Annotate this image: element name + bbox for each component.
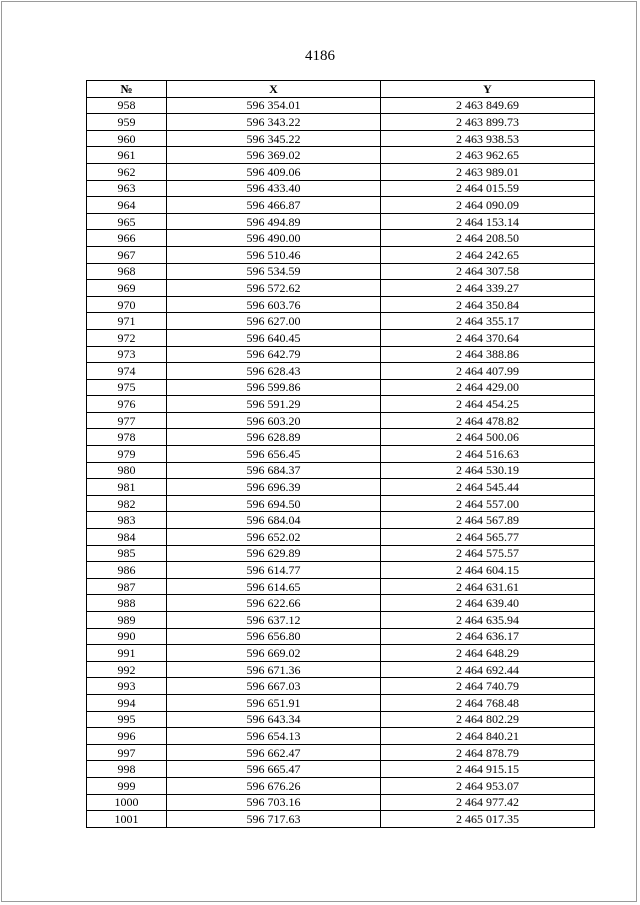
x-coordinate-cell: 596 669.02 bbox=[167, 645, 381, 662]
point-number-cell: 995 bbox=[87, 711, 167, 728]
table-row bbox=[87, 163, 595, 180]
x-coordinate-cell: 596 665.47 bbox=[167, 761, 381, 778]
y-coordinate-cell: 2 464 557.00 bbox=[381, 495, 595, 512]
point-number-cell: 973 bbox=[87, 346, 167, 363]
y-coordinate-cell: 2 464 740.79 bbox=[381, 678, 595, 695]
x-coordinate-cell: 596 671.36 bbox=[167, 661, 381, 678]
y-coordinate-cell: 2 464 407.99 bbox=[381, 363, 595, 380]
point-number-cell: 986 bbox=[87, 562, 167, 579]
x-coordinate-cell: 596 343.22 bbox=[167, 114, 381, 131]
point-number-cell: 994 bbox=[87, 694, 167, 711]
x-coordinate-cell: 596 703.16 bbox=[167, 794, 381, 811]
x-coordinate-cell: 596 652.02 bbox=[167, 529, 381, 546]
table-row bbox=[87, 794, 595, 811]
x-coordinate-cell: 596 717.63 bbox=[167, 811, 381, 828]
y-coordinate-cell: 2 463 899.73 bbox=[381, 114, 595, 131]
point-number-cell: 987 bbox=[87, 578, 167, 595]
y-coordinate-cell: 2 464 153.14 bbox=[381, 213, 595, 230]
y-coordinate-cell: 2 464 565.77 bbox=[381, 529, 595, 546]
point-number-cell: 959 bbox=[87, 114, 167, 131]
y-coordinate-cell: 2 464 370.64 bbox=[381, 329, 595, 346]
x-coordinate-cell: 596 640.45 bbox=[167, 329, 381, 346]
header-y: Y bbox=[381, 81, 595, 98]
point-number-cell: 963 bbox=[87, 180, 167, 197]
x-coordinate-cell: 596 651.91 bbox=[167, 694, 381, 711]
point-number-cell: 967 bbox=[87, 246, 167, 263]
point-number-cell: 972 bbox=[87, 329, 167, 346]
point-number-cell: 985 bbox=[87, 545, 167, 562]
point-number-cell: 983 bbox=[87, 512, 167, 529]
point-number-cell: 966 bbox=[87, 230, 167, 247]
table-row bbox=[87, 728, 595, 745]
table-row bbox=[87, 545, 595, 562]
y-coordinate-cell: 2 464 500.06 bbox=[381, 429, 595, 446]
table-row bbox=[87, 711, 595, 728]
table-row bbox=[87, 429, 595, 446]
point-number-cell: 965 bbox=[87, 213, 167, 230]
x-coordinate-cell: 596 409.06 bbox=[167, 163, 381, 180]
point-number-cell: 962 bbox=[87, 163, 167, 180]
x-coordinate-cell: 596 369.02 bbox=[167, 147, 381, 164]
point-number-cell: 981 bbox=[87, 479, 167, 496]
y-coordinate-cell: 2 464 635.94 bbox=[381, 612, 595, 629]
y-coordinate-cell: 2 463 938.53 bbox=[381, 130, 595, 147]
table-row bbox=[87, 562, 595, 579]
table-row bbox=[87, 744, 595, 761]
y-coordinate-cell: 2 464 208.50 bbox=[381, 230, 595, 247]
header-number: № bbox=[87, 81, 167, 98]
table-row bbox=[87, 661, 595, 678]
y-coordinate-cell: 2 464 840.21 bbox=[381, 728, 595, 745]
x-coordinate-cell: 596 591.29 bbox=[167, 396, 381, 413]
y-coordinate-cell: 2 464 915.15 bbox=[381, 761, 595, 778]
x-coordinate-cell: 596 684.37 bbox=[167, 462, 381, 479]
x-coordinate-cell: 596 629.89 bbox=[167, 545, 381, 562]
header-x: X bbox=[167, 81, 381, 98]
point-number-cell: 964 bbox=[87, 197, 167, 214]
point-number-cell: 999 bbox=[87, 777, 167, 794]
table-row bbox=[87, 97, 595, 114]
table-body bbox=[87, 97, 595, 827]
table-row bbox=[87, 396, 595, 413]
y-coordinate-cell: 2 464 530.19 bbox=[381, 462, 595, 479]
point-number-cell: 961 bbox=[87, 147, 167, 164]
x-coordinate-cell: 596 667.03 bbox=[167, 678, 381, 695]
y-coordinate-cell: 2 463 989.01 bbox=[381, 163, 595, 180]
x-coordinate-cell: 596 510.46 bbox=[167, 246, 381, 263]
x-coordinate-cell: 596 603.76 bbox=[167, 296, 381, 313]
table-row bbox=[87, 280, 595, 297]
y-coordinate-cell: 2 464 802.29 bbox=[381, 711, 595, 728]
y-coordinate-cell: 2 464 015.59 bbox=[381, 180, 595, 197]
y-coordinate-cell: 2 464 604.15 bbox=[381, 562, 595, 579]
x-coordinate-cell: 596 628.43 bbox=[167, 363, 381, 380]
y-coordinate-cell: 2 463 962.65 bbox=[381, 147, 595, 164]
x-coordinate-cell: 596 466.87 bbox=[167, 197, 381, 214]
x-coordinate-cell: 596 642.79 bbox=[167, 346, 381, 363]
y-coordinate-cell: 2 464 388.86 bbox=[381, 346, 595, 363]
y-coordinate-cell: 2 464 090.09 bbox=[381, 197, 595, 214]
point-number-cell: 960 bbox=[87, 130, 167, 147]
y-coordinate-cell: 2 464 516.63 bbox=[381, 446, 595, 463]
table-row bbox=[87, 462, 595, 479]
x-coordinate-cell: 596 603.20 bbox=[167, 412, 381, 429]
y-coordinate-cell: 2 464 648.29 bbox=[381, 645, 595, 662]
point-number-cell: 997 bbox=[87, 744, 167, 761]
table-row bbox=[87, 114, 595, 131]
x-coordinate-cell: 596 662.47 bbox=[167, 744, 381, 761]
x-coordinate-cell: 596 656.80 bbox=[167, 628, 381, 645]
x-coordinate-cell: 596 654.13 bbox=[167, 728, 381, 745]
x-coordinate-cell: 596 627.00 bbox=[167, 313, 381, 330]
x-coordinate-cell: 596 494.89 bbox=[167, 213, 381, 230]
y-coordinate-cell: 2 464 631.61 bbox=[381, 578, 595, 595]
table-header-row bbox=[87, 81, 595, 98]
y-coordinate-cell: 2 464 429.00 bbox=[381, 379, 595, 396]
x-coordinate-cell: 596 614.77 bbox=[167, 562, 381, 579]
x-coordinate-cell: 596 354.01 bbox=[167, 97, 381, 114]
x-coordinate-cell: 596 656.45 bbox=[167, 446, 381, 463]
y-coordinate-cell: 2 464 575.57 bbox=[381, 545, 595, 562]
table-row bbox=[87, 479, 595, 496]
y-coordinate-cell: 2 464 454.25 bbox=[381, 396, 595, 413]
table-row bbox=[87, 777, 595, 794]
x-coordinate-cell: 596 684.04 bbox=[167, 512, 381, 529]
point-number-cell: 979 bbox=[87, 446, 167, 463]
y-coordinate-cell: 2 464 478.82 bbox=[381, 412, 595, 429]
y-coordinate-cell: 2 464 639.40 bbox=[381, 595, 595, 612]
point-number-cell: 982 bbox=[87, 495, 167, 512]
table-row bbox=[87, 595, 595, 612]
point-number-cell: 988 bbox=[87, 595, 167, 612]
point-number-cell: 977 bbox=[87, 412, 167, 429]
point-number-cell: 993 bbox=[87, 678, 167, 695]
table-row bbox=[87, 495, 595, 512]
table-row bbox=[87, 180, 595, 197]
x-coordinate-cell: 596 676.26 bbox=[167, 777, 381, 794]
y-coordinate-cell: 2 464 692.44 bbox=[381, 661, 595, 678]
x-coordinate-cell: 596 696.39 bbox=[167, 479, 381, 496]
y-coordinate-cell: 2 464 768.48 bbox=[381, 694, 595, 711]
x-coordinate-cell: 596 490.00 bbox=[167, 230, 381, 247]
y-coordinate-cell: 2 463 849.69 bbox=[381, 97, 595, 114]
table-row bbox=[87, 412, 595, 429]
table-row bbox=[87, 628, 595, 645]
y-coordinate-cell: 2 464 636.17 bbox=[381, 628, 595, 645]
point-number-cell: 984 bbox=[87, 529, 167, 546]
table-row bbox=[87, 512, 595, 529]
x-coordinate-cell: 596 694.50 bbox=[167, 495, 381, 512]
point-number-cell: 974 bbox=[87, 363, 167, 380]
point-number-cell: 991 bbox=[87, 645, 167, 662]
table-row bbox=[87, 197, 595, 214]
point-number-cell: 990 bbox=[87, 628, 167, 645]
table-row bbox=[87, 694, 595, 711]
point-number-cell: 976 bbox=[87, 396, 167, 413]
table-row bbox=[87, 811, 595, 828]
x-coordinate-cell: 596 572.62 bbox=[167, 280, 381, 297]
x-coordinate-cell: 596 599.86 bbox=[167, 379, 381, 396]
table-row bbox=[87, 296, 595, 313]
y-coordinate-cell: 2 464 953.07 bbox=[381, 777, 595, 794]
x-coordinate-cell: 596 628.89 bbox=[167, 429, 381, 446]
y-coordinate-cell: 2 464 545.44 bbox=[381, 479, 595, 496]
y-coordinate-cell: 2 464 567.89 bbox=[381, 512, 595, 529]
x-coordinate-cell: 596 643.34 bbox=[167, 711, 381, 728]
point-number-cell: 980 bbox=[87, 462, 167, 479]
x-coordinate-cell: 596 433.40 bbox=[167, 180, 381, 197]
x-coordinate-cell: 596 534.59 bbox=[167, 263, 381, 280]
point-number-cell: 996 bbox=[87, 728, 167, 745]
table-row bbox=[87, 678, 595, 695]
table-row bbox=[87, 379, 595, 396]
point-number-cell: 998 bbox=[87, 761, 167, 778]
point-number-cell: 969 bbox=[87, 280, 167, 297]
y-coordinate-cell: 2 464 878.79 bbox=[381, 744, 595, 761]
table-row bbox=[87, 363, 595, 380]
y-coordinate-cell: 2 464 977.42 bbox=[381, 794, 595, 811]
table-row bbox=[87, 578, 595, 595]
y-coordinate-cell: 2 464 242.65 bbox=[381, 246, 595, 263]
table-row bbox=[87, 329, 595, 346]
y-coordinate-cell: 2 465 017.35 bbox=[381, 811, 595, 828]
table-row bbox=[87, 313, 595, 330]
table-row bbox=[87, 612, 595, 629]
table-row bbox=[87, 645, 595, 662]
table-row bbox=[87, 263, 595, 280]
table-row bbox=[87, 446, 595, 463]
y-coordinate-cell: 2 464 350.84 bbox=[381, 296, 595, 313]
point-number-cell: 989 bbox=[87, 612, 167, 629]
x-coordinate-cell: 596 637.12 bbox=[167, 612, 381, 629]
point-number-cell: 1000 bbox=[87, 794, 167, 811]
page-number: 4186 bbox=[305, 48, 335, 64]
point-number-cell: 958 bbox=[87, 97, 167, 114]
coordinates-table bbox=[86, 80, 595, 828]
point-number-cell: 975 bbox=[87, 379, 167, 396]
table-row bbox=[87, 761, 595, 778]
point-number-cell: 1001 bbox=[87, 811, 167, 828]
table-row bbox=[87, 130, 595, 147]
point-number-cell: 971 bbox=[87, 313, 167, 330]
x-coordinate-cell: 596 345.22 bbox=[167, 130, 381, 147]
table-row bbox=[87, 346, 595, 363]
table-row bbox=[87, 246, 595, 263]
point-number-cell: 968 bbox=[87, 263, 167, 280]
table-row bbox=[87, 529, 595, 546]
point-number-cell: 992 bbox=[87, 661, 167, 678]
x-coordinate-cell: 596 622.66 bbox=[167, 595, 381, 612]
x-coordinate-cell: 596 614.65 bbox=[167, 578, 381, 595]
y-coordinate-cell: 2 464 307.58 bbox=[381, 263, 595, 280]
table-row bbox=[87, 147, 595, 164]
table-row bbox=[87, 213, 595, 230]
table-row bbox=[87, 230, 595, 247]
point-number-cell: 978 bbox=[87, 429, 167, 446]
point-number-cell: 970 bbox=[87, 296, 167, 313]
y-coordinate-cell: 2 464 355.17 bbox=[381, 313, 595, 330]
y-coordinate-cell: 2 464 339.27 bbox=[381, 280, 595, 297]
